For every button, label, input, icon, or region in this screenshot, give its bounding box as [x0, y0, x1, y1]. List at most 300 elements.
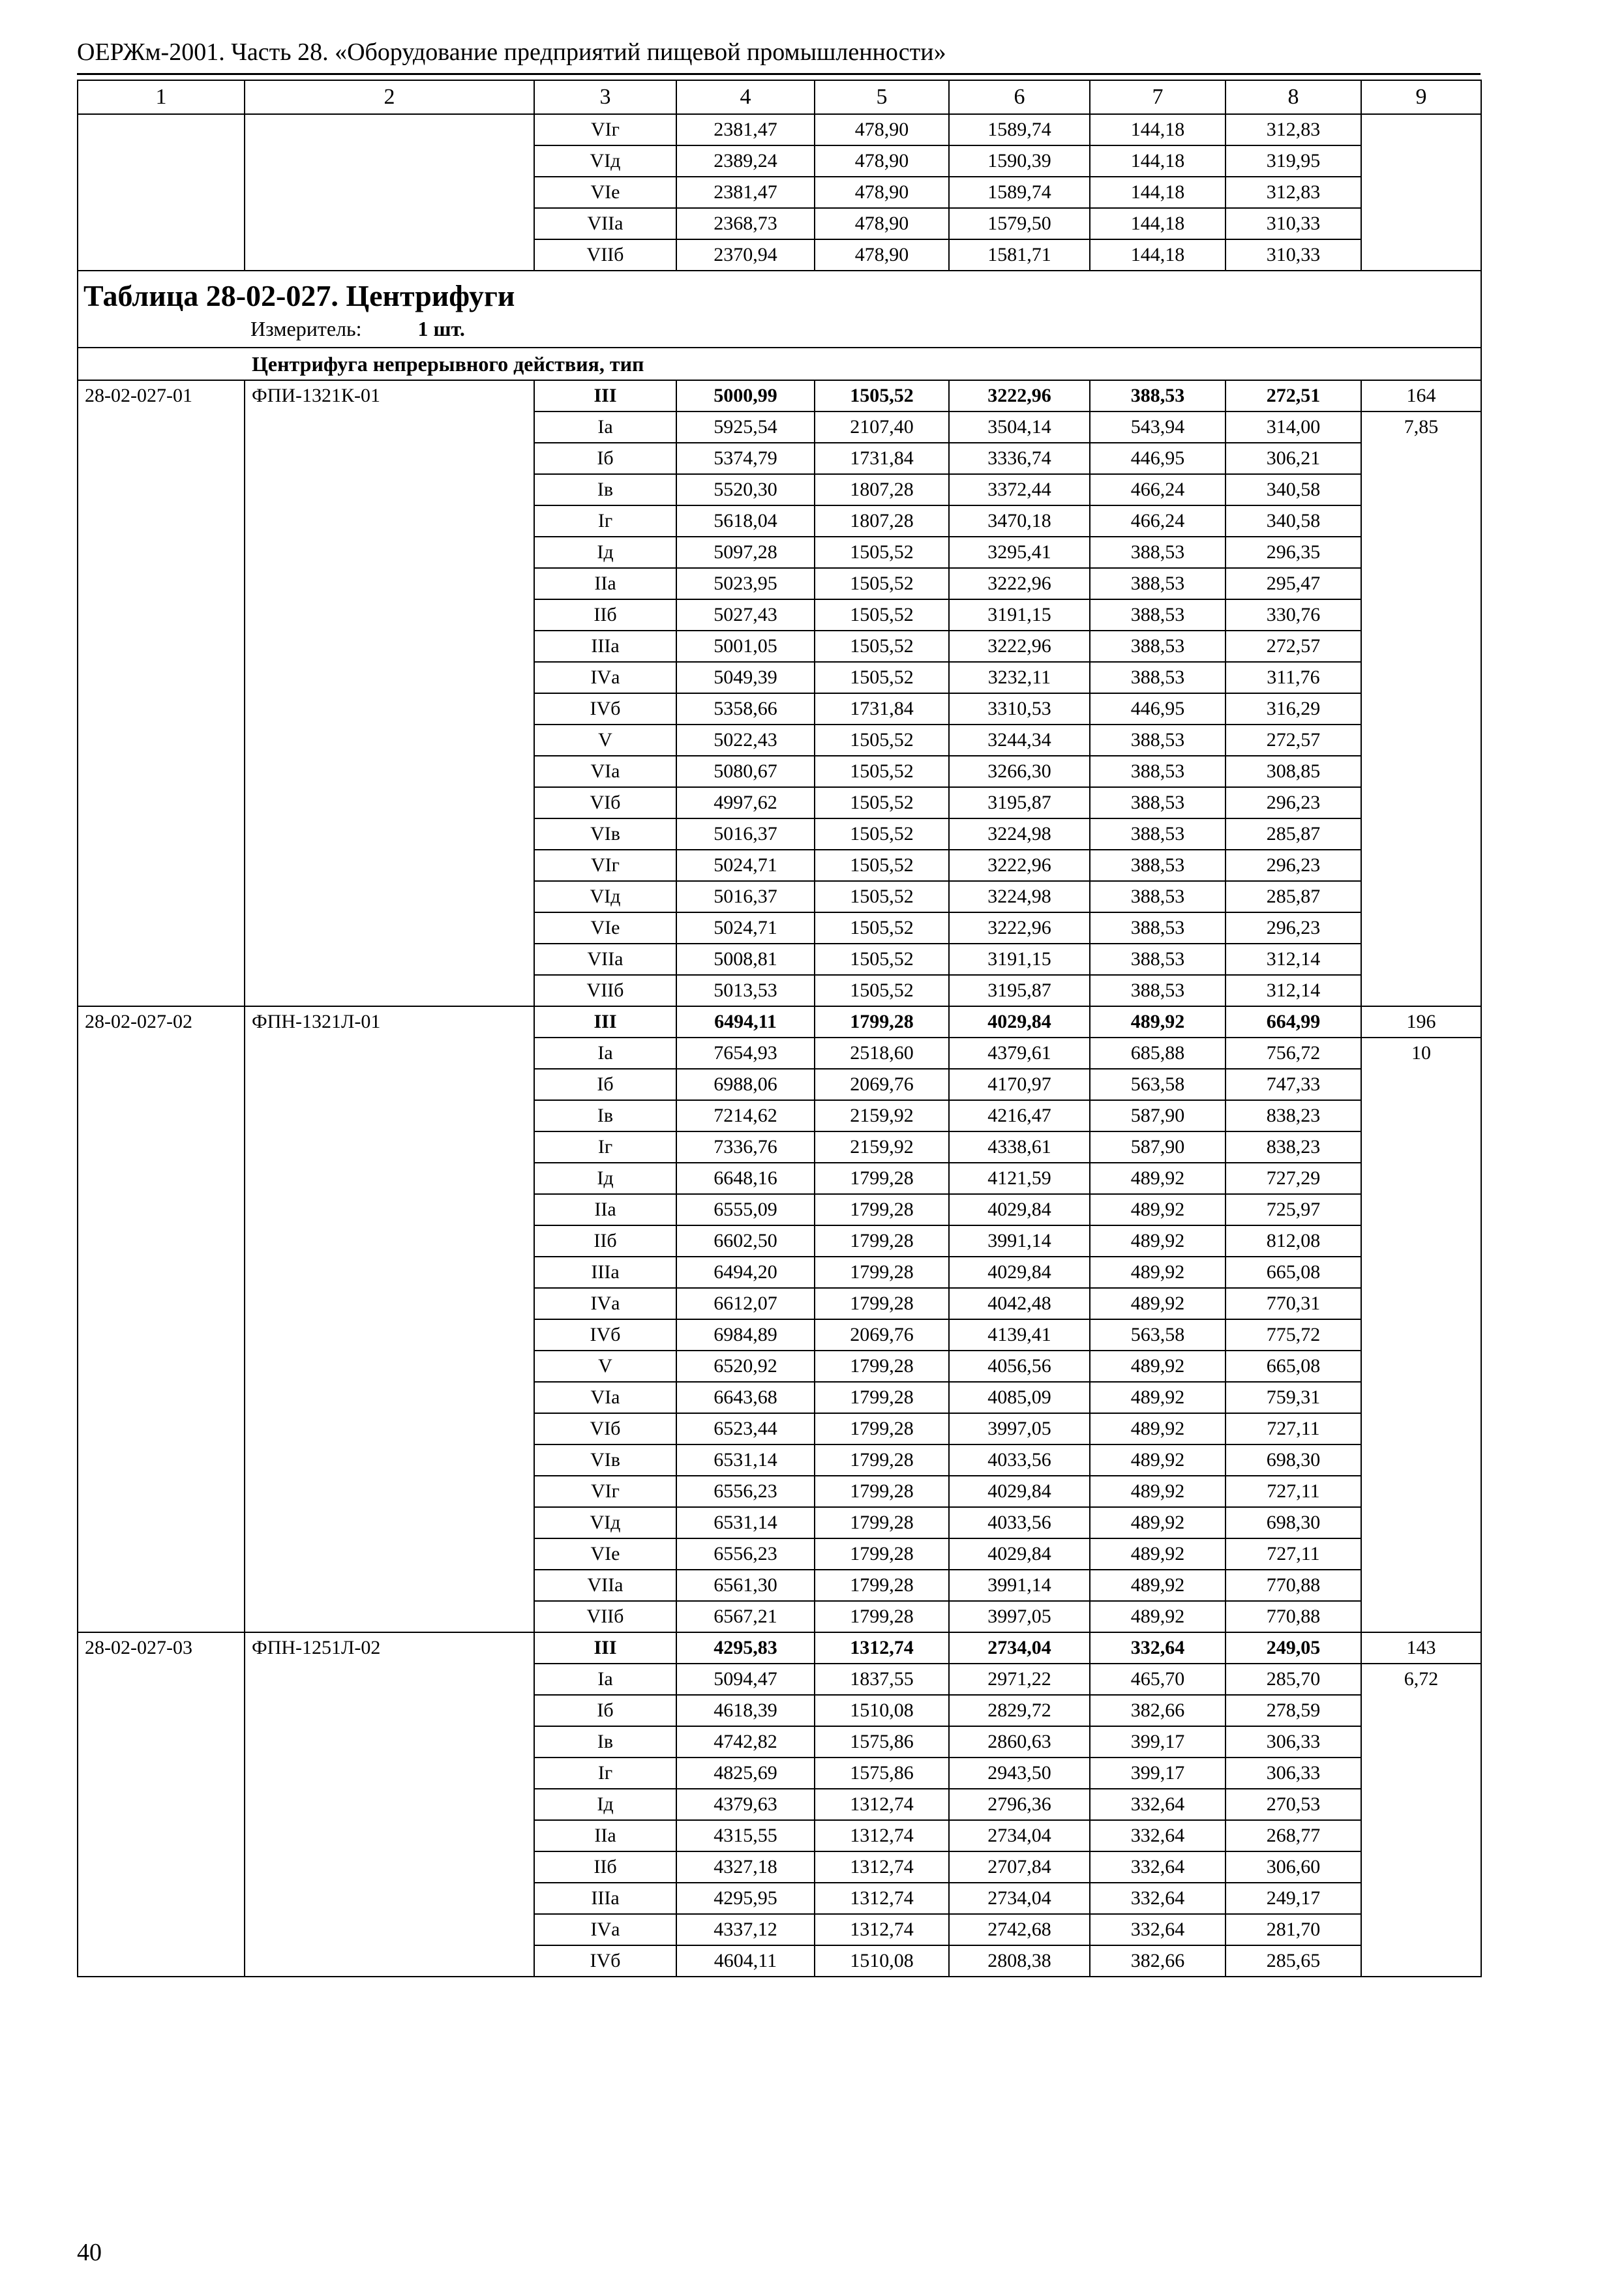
value-cell: 3224,98	[949, 881, 1090, 912]
value-cell: 1505,52	[815, 599, 949, 631]
zone-cell: VIIа	[534, 1570, 676, 1601]
value-cell: 1807,28	[815, 474, 949, 505]
value-cell: 6494,11	[676, 1006, 815, 1038]
value-cell: 1799,28	[815, 1225, 949, 1257]
zone-cell: III	[534, 1006, 676, 1038]
value-cell: 478,90	[815, 239, 949, 271]
zone-cell: VIв	[534, 1444, 676, 1476]
column-number-row	[78, 80, 1481, 114]
value-cell: 478,90	[815, 114, 949, 145]
value-cell: 5618,04	[676, 505, 815, 537]
value-cell: 1505,52	[815, 537, 949, 568]
value-cell: 1510,08	[815, 1695, 949, 1726]
value-cell: 3372,44	[949, 474, 1090, 505]
zone-cell: VIа	[534, 756, 676, 787]
value-cell: 310,33	[1226, 208, 1361, 239]
zone-cell: VIд	[534, 881, 676, 912]
zone-cell: IIIа	[534, 1257, 676, 1288]
value-cell: 3470,18	[949, 505, 1090, 537]
value-cell: 6531,14	[676, 1507, 815, 1538]
value-cell: 4033,56	[949, 1507, 1090, 1538]
value-cell: 3266,30	[949, 756, 1090, 787]
value-cell: 2707,84	[949, 1851, 1090, 1883]
value-cell: 5080,67	[676, 756, 815, 787]
value-cell: 489,92	[1090, 1225, 1226, 1257]
value-cell: 4825,69	[676, 1758, 815, 1789]
value-cell: 1590,39	[949, 145, 1090, 177]
value-cell: 144,18	[1090, 145, 1226, 177]
value-cell: 2381,47	[676, 114, 815, 145]
value-cell: 4029,84	[949, 1538, 1090, 1570]
value-cell: 2389,24	[676, 145, 815, 177]
value-cell: 6520,92	[676, 1351, 815, 1382]
value-cell: 388,53	[1090, 568, 1226, 599]
value-cell: 465,70	[1090, 1664, 1226, 1695]
value-cell: 4742,82	[676, 1726, 815, 1758]
zone-cell: Iв	[534, 1100, 676, 1131]
zone-cell: VIIб	[534, 1601, 676, 1632]
value-cell: 770,88	[1226, 1601, 1361, 1632]
item-code: 28-02-027-03	[78, 1632, 245, 1977]
value-cell: 332,64	[1090, 1632, 1226, 1664]
value-cell: 1505,52	[815, 380, 949, 411]
value-cell: 5013,53	[676, 975, 815, 1006]
table-title-row	[78, 271, 1481, 348]
value-cell: 5024,71	[676, 850, 815, 881]
value-cell: 1589,74	[949, 177, 1090, 208]
value-cell: 6648,16	[676, 1163, 815, 1194]
value-cell: 296,23	[1226, 850, 1361, 881]
value-cell: 1799,28	[815, 1163, 949, 1194]
value-cell: 5023,95	[676, 568, 815, 599]
value-cell: 489,92	[1090, 1382, 1226, 1413]
value-cell: 4056,56	[949, 1351, 1090, 1382]
value-cell: 5016,37	[676, 818, 815, 850]
item-name: ФПН-1321Л-01	[245, 1006, 534, 1632]
value-cell: 1731,84	[815, 443, 949, 474]
value-cell: 6555,09	[676, 1194, 815, 1225]
value-cell: 5022,43	[676, 725, 815, 756]
value-cell: 4338,61	[949, 1131, 1090, 1163]
value-cell: 4085,09	[949, 1382, 1090, 1413]
value-cell: 2381,47	[676, 177, 815, 208]
value-cell: 4029,84	[949, 1006, 1090, 1038]
value-cell: 489,92	[1090, 1476, 1226, 1507]
value-cell: 5016,37	[676, 881, 815, 912]
item-name: ФПН-1251Л-02	[245, 1632, 534, 1977]
value-cell: 4029,84	[949, 1194, 1090, 1225]
value-cell: 3222,96	[949, 912, 1090, 944]
value-cell: 388,53	[1090, 380, 1226, 411]
value-cell: 4295,83	[676, 1632, 815, 1664]
zone-cell: VIв	[534, 818, 676, 850]
zone-cell: VIд	[534, 1507, 676, 1538]
value-cell: 1799,28	[815, 1351, 949, 1382]
value-cell: 6556,23	[676, 1476, 815, 1507]
col9-value: 143	[1361, 1632, 1481, 1664]
value-cell: 281,70	[1226, 1914, 1361, 1945]
zone-cell: VIд	[534, 145, 676, 177]
value-cell: 278,59	[1226, 1695, 1361, 1726]
value-cell: 1799,28	[815, 1194, 949, 1225]
value-cell: 6602,50	[676, 1225, 815, 1257]
value-cell: 698,30	[1226, 1444, 1361, 1476]
value-cell: 1312,74	[815, 1914, 949, 1945]
value-cell: 144,18	[1090, 114, 1226, 145]
value-cell: 563,58	[1090, 1069, 1226, 1100]
rate-table	[77, 80, 1482, 1977]
value-cell: 3244,34	[949, 725, 1090, 756]
value-cell: 466,24	[1090, 505, 1226, 537]
value-cell: 295,47	[1226, 568, 1361, 599]
rate-table-body	[78, 80, 1481, 1977]
value-cell: 1575,86	[815, 1758, 949, 1789]
value-cell: 446,95	[1090, 443, 1226, 474]
value-cell: 312,83	[1226, 177, 1361, 208]
value-cell: 543,94	[1090, 411, 1226, 443]
value-cell: 1505,52	[815, 818, 949, 850]
zone-cell: VIIа	[534, 944, 676, 975]
value-cell: 698,30	[1226, 1507, 1361, 1538]
value-cell: 838,23	[1226, 1131, 1361, 1163]
value-cell: 2796,36	[949, 1789, 1090, 1820]
value-cell: 332,64	[1090, 1883, 1226, 1914]
carryover-code-cell	[78, 114, 245, 271]
value-cell: 272,57	[1226, 725, 1361, 756]
value-cell: 388,53	[1090, 944, 1226, 975]
value-cell: 2069,76	[815, 1319, 949, 1351]
value-cell: 1505,52	[815, 725, 949, 756]
value-cell: 770,31	[1226, 1288, 1361, 1319]
value-cell: 388,53	[1090, 818, 1226, 850]
value-cell: 388,53	[1090, 599, 1226, 631]
value-cell: 6643,68	[676, 1382, 815, 1413]
value-cell: 478,90	[815, 177, 949, 208]
column-number-7: 7	[1090, 80, 1226, 114]
value-cell: 1505,52	[815, 912, 949, 944]
value-cell: 4029,84	[949, 1476, 1090, 1507]
table-subtitle: Центрифуга непрерывного действия, тип	[78, 348, 1481, 380]
zone-cell: VIIа	[534, 208, 676, 239]
value-cell: 340,58	[1226, 505, 1361, 537]
value-cell: 3195,87	[949, 975, 1090, 1006]
value-cell: 563,58	[1090, 1319, 1226, 1351]
value-cell: 1575,86	[815, 1726, 949, 1758]
value-cell: 1799,28	[815, 1382, 949, 1413]
zone-cell: IIа	[534, 568, 676, 599]
value-cell: 5094,47	[676, 1664, 815, 1695]
value-cell: 5520,30	[676, 474, 815, 505]
value-cell: 1505,52	[815, 787, 949, 818]
value-cell: 489,92	[1090, 1413, 1226, 1444]
value-cell: 285,65	[1226, 1945, 1361, 1977]
table-row	[78, 380, 1481, 411]
value-cell: 3997,05	[949, 1601, 1090, 1632]
zone-cell: Iб	[534, 443, 676, 474]
value-cell: 6988,06	[676, 1069, 815, 1100]
value-cell: 332,64	[1090, 1820, 1226, 1851]
value-cell: 4216,47	[949, 1100, 1090, 1131]
value-cell: 340,58	[1226, 474, 1361, 505]
value-cell: 1312,74	[815, 1789, 949, 1820]
value-cell: 306,60	[1226, 1851, 1361, 1883]
value-cell: 2159,92	[815, 1100, 949, 1131]
zone-cell: VIг	[534, 1476, 676, 1507]
zone-cell: Iг	[534, 1758, 676, 1789]
value-cell: 1581,71	[949, 239, 1090, 271]
value-cell: 3295,41	[949, 537, 1090, 568]
value-cell: 812,08	[1226, 1225, 1361, 1257]
value-cell: 770,88	[1226, 1570, 1361, 1601]
value-cell: 388,53	[1090, 662, 1226, 693]
zone-cell: Iв	[534, 1726, 676, 1758]
zone-cell: Iд	[534, 1163, 676, 1194]
value-cell: 759,31	[1226, 1382, 1361, 1413]
value-cell: 314,00	[1226, 411, 1361, 443]
value-cell: 1799,28	[815, 1507, 949, 1538]
value-cell: 6984,89	[676, 1319, 815, 1351]
item-name: ФПИ-1321К-01	[245, 380, 534, 1006]
column-number-9: 9	[1361, 80, 1481, 114]
value-cell: 4295,95	[676, 1883, 815, 1914]
value-cell: 2829,72	[949, 1695, 1090, 1726]
value-cell: 489,92	[1090, 1194, 1226, 1225]
value-cell: 306,33	[1226, 1758, 1361, 1789]
value-cell: 296,35	[1226, 537, 1361, 568]
value-cell: 388,53	[1090, 537, 1226, 568]
value-cell: 285,70	[1226, 1664, 1361, 1695]
value-cell: 272,57	[1226, 631, 1361, 662]
value-cell: 478,90	[815, 208, 949, 239]
item-code: 28-02-027-01	[78, 380, 245, 1006]
value-cell: 489,92	[1090, 1163, 1226, 1194]
zone-cell: V	[534, 725, 676, 756]
value-cell: 399,17	[1090, 1726, 1226, 1758]
value-cell: 4327,18	[676, 1851, 815, 1883]
zone-cell: VIг	[534, 850, 676, 881]
value-cell: 3991,14	[949, 1570, 1090, 1601]
value-cell: 4033,56	[949, 1444, 1090, 1476]
value-cell: 727,29	[1226, 1163, 1361, 1194]
value-cell: 489,92	[1090, 1257, 1226, 1288]
carryover-col9-cell	[1361, 114, 1481, 271]
zone-cell: III	[534, 380, 676, 411]
zone-cell: VIIб	[534, 239, 676, 271]
value-cell: 1312,74	[815, 1820, 949, 1851]
value-cell: 3222,96	[949, 631, 1090, 662]
value-cell: 2370,94	[676, 239, 815, 271]
zone-cell: IVа	[534, 1288, 676, 1319]
value-cell: 3191,15	[949, 599, 1090, 631]
value-cell: 296,23	[1226, 787, 1361, 818]
value-cell: 296,23	[1226, 912, 1361, 944]
value-cell: 489,92	[1090, 1538, 1226, 1570]
value-cell: 4997,62	[676, 787, 815, 818]
value-cell: 727,11	[1226, 1538, 1361, 1570]
value-cell: 144,18	[1090, 239, 1226, 271]
zone-cell: III	[534, 1632, 676, 1664]
value-cell: 1505,52	[815, 944, 949, 975]
value-cell: 388,53	[1090, 725, 1226, 756]
value-cell: 1589,74	[949, 114, 1090, 145]
zone-cell: Iг	[534, 1131, 676, 1163]
zone-cell: VIе	[534, 912, 676, 944]
zone-cell: VIе	[534, 177, 676, 208]
value-cell: 1799,28	[815, 1444, 949, 1476]
value-cell: 4604,11	[676, 1945, 815, 1977]
value-cell: 6612,07	[676, 1288, 815, 1319]
value-cell: 2971,22	[949, 1664, 1090, 1695]
value-cell: 382,66	[1090, 1945, 1226, 1977]
value-cell: 2069,76	[815, 1069, 949, 1100]
value-cell: 587,90	[1090, 1100, 1226, 1131]
value-cell: 756,72	[1226, 1038, 1361, 1069]
value-cell: 5000,99	[676, 380, 815, 411]
value-cell: 388,53	[1090, 912, 1226, 944]
value-cell: 3222,96	[949, 850, 1090, 881]
value-cell: 1312,74	[815, 1883, 949, 1914]
value-cell: 5001,05	[676, 631, 815, 662]
value-cell: 1505,52	[815, 568, 949, 599]
zone-cell: VIIб	[534, 975, 676, 1006]
value-cell: 3222,96	[949, 380, 1090, 411]
value-cell: 7654,93	[676, 1038, 815, 1069]
value-cell: 2742,68	[949, 1914, 1090, 1945]
value-cell: 4379,61	[949, 1038, 1090, 1069]
value-cell: 4379,63	[676, 1789, 815, 1820]
value-cell: 3232,11	[949, 662, 1090, 693]
value-cell: 272,51	[1226, 380, 1361, 411]
value-cell: 2518,60	[815, 1038, 949, 1069]
value-cell: 587,90	[1090, 1131, 1226, 1163]
zone-cell: IIб	[534, 1225, 676, 1257]
value-cell: 3991,14	[949, 1225, 1090, 1257]
zone-cell: IIб	[534, 599, 676, 631]
value-cell: 2107,40	[815, 411, 949, 443]
zone-cell: IIIа	[534, 1883, 676, 1914]
value-cell: 1505,52	[815, 850, 949, 881]
measure-label: Измеритель:	[250, 317, 362, 340]
column-number-2: 2	[245, 80, 534, 114]
value-cell: 1799,28	[815, 1538, 949, 1570]
zone-cell: V	[534, 1351, 676, 1382]
table-row	[78, 1632, 1481, 1664]
value-cell: 489,92	[1090, 1006, 1226, 1038]
value-cell: 489,92	[1090, 1288, 1226, 1319]
value-cell: 727,11	[1226, 1413, 1361, 1444]
zone-cell: Iа	[534, 1038, 676, 1069]
col9-value: 10	[1361, 1038, 1481, 1632]
value-cell: 1799,28	[815, 1570, 949, 1601]
value-cell: 478,90	[815, 145, 949, 177]
zone-cell: IIIа	[534, 631, 676, 662]
zone-cell: IIб	[534, 1851, 676, 1883]
zone-cell: Iв	[534, 474, 676, 505]
value-cell: 3195,87	[949, 787, 1090, 818]
zone-cell: Iа	[534, 411, 676, 443]
value-cell: 2734,04	[949, 1632, 1090, 1664]
value-cell: 1799,28	[815, 1476, 949, 1507]
value-cell: 466,24	[1090, 474, 1226, 505]
value-cell: 3224,98	[949, 818, 1090, 850]
value-cell: 4139,41	[949, 1319, 1090, 1351]
value-cell: 2734,04	[949, 1820, 1090, 1851]
value-cell: 2860,63	[949, 1726, 1090, 1758]
table-title-cell	[78, 271, 1481, 348]
value-cell: 725,97	[1226, 1194, 1361, 1225]
value-cell: 489,92	[1090, 1351, 1226, 1382]
value-cell: 664,99	[1226, 1006, 1361, 1038]
value-cell: 5027,43	[676, 599, 815, 631]
zone-cell: VIе	[534, 1538, 676, 1570]
value-cell: 3336,74	[949, 443, 1090, 474]
value-cell: 7214,62	[676, 1100, 815, 1131]
value-cell: 3997,05	[949, 1413, 1090, 1444]
value-cell: 7336,76	[676, 1131, 815, 1163]
value-cell: 388,53	[1090, 881, 1226, 912]
value-cell: 446,95	[1090, 693, 1226, 725]
value-cell: 3504,14	[949, 411, 1090, 443]
value-cell: 319,95	[1226, 145, 1361, 177]
measure-unit: 1 шт.	[417, 317, 465, 340]
table-row	[78, 1006, 1481, 1038]
value-cell: 1799,28	[815, 1257, 949, 1288]
col9-value: 196	[1361, 1006, 1481, 1038]
value-cell: 1505,52	[815, 756, 949, 787]
value-cell: 285,87	[1226, 881, 1361, 912]
value-cell: 285,87	[1226, 818, 1361, 850]
document-header: ОЕРЖм-2001. Часть 28. «Оборудование предприятий пищевой промышленности»	[77, 38, 946, 66]
value-cell: 2734,04	[949, 1883, 1090, 1914]
value-cell: 312,14	[1226, 944, 1361, 975]
value-cell: 312,83	[1226, 114, 1361, 145]
value-cell: 388,53	[1090, 756, 1226, 787]
value-cell: 388,53	[1090, 631, 1226, 662]
value-cell: 4042,48	[949, 1288, 1090, 1319]
value-cell: 1799,28	[815, 1006, 949, 1038]
column-number-8: 8	[1226, 80, 1361, 114]
col9-value: 6,72	[1361, 1664, 1481, 1977]
value-cell: 4121,59	[949, 1163, 1090, 1194]
col9-value: 7,85	[1361, 411, 1481, 1006]
value-cell: 5374,79	[676, 443, 815, 474]
value-cell: 3191,15	[949, 944, 1090, 975]
value-cell: 268,77	[1226, 1820, 1361, 1851]
value-cell: 311,76	[1226, 662, 1361, 693]
value-cell: 685,88	[1090, 1038, 1226, 1069]
zone-cell: VIа	[534, 1382, 676, 1413]
value-cell: 2159,92	[815, 1131, 949, 1163]
zone-cell: VIб	[534, 787, 676, 818]
value-cell: 316,29	[1226, 693, 1361, 725]
value-cell: 1799,28	[815, 1601, 949, 1632]
value-cell: 144,18	[1090, 208, 1226, 239]
value-cell: 332,64	[1090, 1851, 1226, 1883]
value-cell: 5049,39	[676, 662, 815, 693]
value-cell: 4337,12	[676, 1914, 815, 1945]
value-cell: 5097,28	[676, 537, 815, 568]
value-cell: 838,23	[1226, 1100, 1361, 1131]
value-cell: 1807,28	[815, 505, 949, 537]
value-cell: 727,11	[1226, 1476, 1361, 1507]
col9-value: 164	[1361, 380, 1481, 411]
page-number: 40	[77, 2239, 102, 2266]
value-cell: 1799,28	[815, 1288, 949, 1319]
value-cell: 5024,71	[676, 912, 815, 944]
value-cell: 144,18	[1090, 177, 1226, 208]
carryover-row	[78, 114, 1481, 145]
value-cell: 775,72	[1226, 1319, 1361, 1351]
